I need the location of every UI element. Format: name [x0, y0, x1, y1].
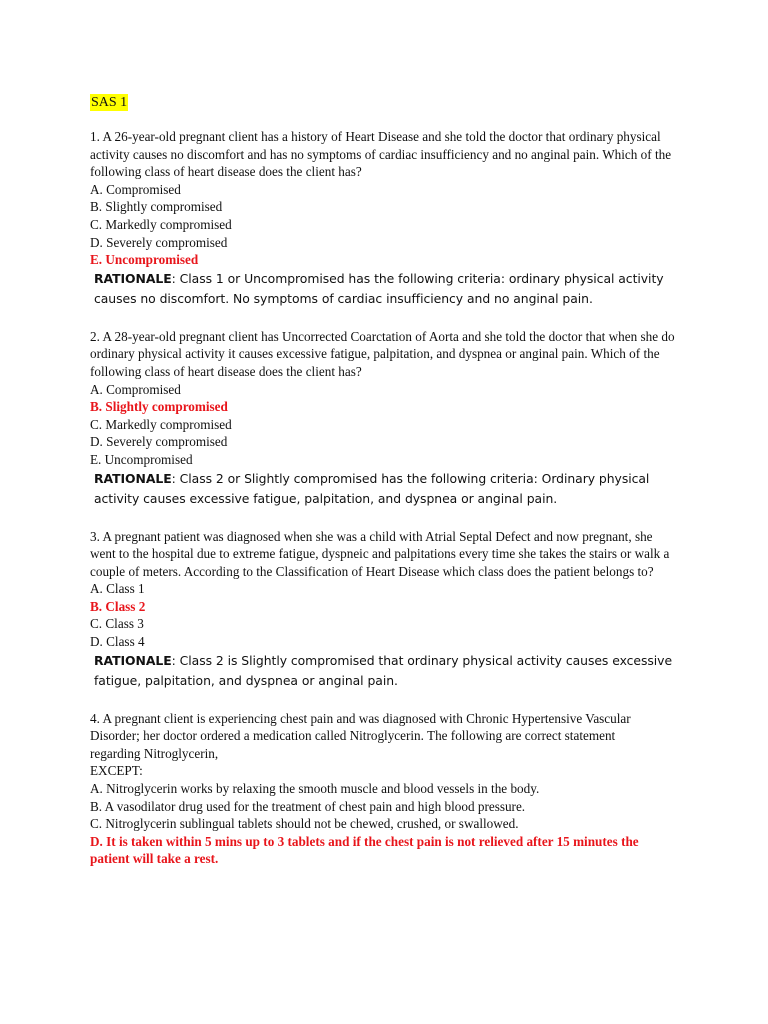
rationale [90, 269, 684, 309]
question-stem: 3. A pregnant patient was diagnosed when she was a child with Atrial Septal Defect and now pregnant, she went to the hospital due to extreme fatigue, dyspneic and palpitations every time she takes the stairs or walk a couple of meters. According to the Classification of Heart Disease which class does the patient belongs to? [90, 528, 670, 579]
question-stem-except: EXCEPT: [90, 763, 143, 779]
option: C. Nitroglycerin sublingual tablets should not be chewed, crushed, or swallowed. [90, 816, 519, 832]
question-stem: 1. A 26-year-old pregnant client has a history of Heart Disease and she told the doctor that ordinary physical activity causes no discomfort and has no symptoms of cardiac insufficiency and no anginal pain. Which of the following class of heart disease does the client has? [90, 129, 672, 180]
option: C. Markedly compromised [90, 216, 232, 232]
document-page [90, 93, 690, 868]
rationale [90, 469, 684, 509]
option: A. Class 1 [90, 581, 145, 597]
option: C. Class 3 [90, 616, 144, 632]
rationale [90, 651, 694, 691]
option: B. Slightly compromised [90, 199, 223, 215]
rationale-label: RATIONALE [94, 270, 172, 286]
correct-answer: D. It is taken within 5 mins up to 3 tablets and if the chest pain is not relieved after 15 minutes the patient will take a rest. [90, 833, 639, 867]
question-2 [90, 328, 690, 509]
option: E. Uncompromised [90, 451, 193, 467]
rationale-text: : Class 2 is Slightly compromised that ordinary physical activity causes excessive fatigue, palpitation, and dyspnea or anginal pain. [94, 652, 673, 688]
option: A. Nitroglycerin works by relaxing the smooth muscle and blood vessels in the body. [90, 781, 540, 797]
rationale-label: RATIONALE [94, 652, 172, 668]
option: A. Compromised [90, 181, 181, 197]
question-1 [90, 128, 690, 309]
question-4 [90, 710, 690, 868]
question-stem: 2. A 28-year-old pregnant client has Uncorrected Coarctation of Aorta and she told the doctor that when she do ordinary physical activity it causes excessive fatigue, palpitation, and dyspnea or anginal pain. Which of the following class of heart disease does the client has? [90, 328, 675, 379]
correct-answer: E. Uncompromised [90, 252, 199, 268]
option: B. A vasodilator drug used for the treatment of chest pain and high blood pressure. [90, 798, 526, 814]
option: C. Markedly compromised [90, 416, 232, 432]
option: D. Severely compromised [90, 234, 228, 250]
document-title: SAS 1 [91, 95, 128, 110]
rationale-text: : Class 1 or Uncompromised has the following criteria: ordinary physical activity causes no discomfort. No symptoms of cardiac insufficiency and no anginal pain. [94, 270, 664, 306]
question-3 [90, 528, 690, 691]
correct-answer: B. Class 2 [90, 598, 146, 614]
rationale-text: : Class 2 or Slightly compromised has the following criteria: Ordinary physical activity causes excessive fatigue, palpitation, and dyspnea or anginal pain. [94, 470, 650, 506]
correct-answer: B. Slightly compromised [90, 399, 228, 415]
option: D. Class 4 [90, 634, 145, 650]
option: D. Severely compromised [90, 434, 228, 450]
rationale-label: RATIONALE [94, 470, 172, 486]
question-stem: 4. A pregnant client is experiencing chest pain and was diagnosed with Chronic Hypertensive Vascular Disorder; her doctor ordered a medication called Nitroglycerin. The following are correct statement regarding Nitroglycerin, [90, 710, 631, 761]
option: A. Compromised [90, 381, 181, 397]
